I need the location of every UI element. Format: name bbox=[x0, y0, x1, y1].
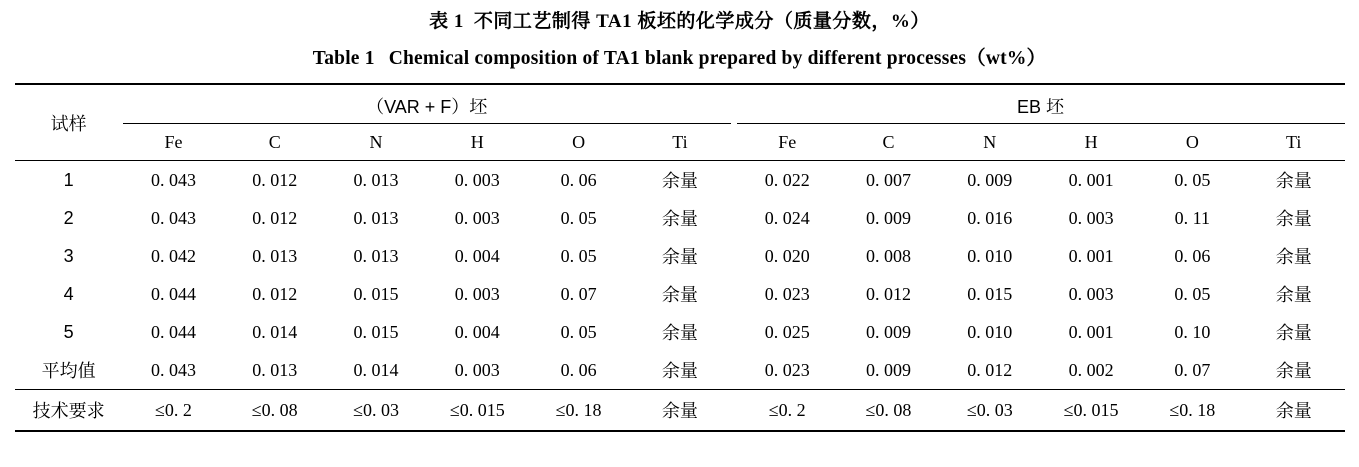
cell-var-fe: ≤0. 2 bbox=[123, 390, 224, 432]
cell-eb-n: 0. 010 bbox=[967, 245, 1013, 266]
table-row bbox=[15, 313, 1345, 351]
cell-var-o: 0. 05 bbox=[560, 207, 597, 228]
composition-table bbox=[15, 83, 1345, 432]
cell-eb-ti: 余量 bbox=[1275, 323, 1312, 343]
cell-eb-n: 0. 009 bbox=[939, 161, 1040, 200]
cell-eb-n: 0. 016 bbox=[967, 207, 1013, 228]
cell-var-h: 0. 003 bbox=[454, 207, 500, 228]
cell-eb-h: 0. 001 bbox=[1068, 321, 1114, 342]
cell-eb-fe: 0. 020 bbox=[764, 245, 810, 266]
cell-eb-c: 0. 009 bbox=[866, 321, 911, 342]
colhead-eb-fe: Fe bbox=[778, 131, 797, 152]
cell-var-n: 0. 013 bbox=[325, 161, 426, 200]
cell-eb-n: 0. 015 bbox=[967, 283, 1013, 304]
cell-var-n: 0. 013 bbox=[353, 207, 399, 228]
cell-eb-fe: ≤0. 2 bbox=[737, 390, 838, 432]
caption-text-en: Chemical composition of TA1 blank prepared by different processes（wt%） bbox=[388, 48, 1047, 69]
table-row-requirement bbox=[15, 390, 1345, 432]
group-header-eb: EB 坯 bbox=[737, 84, 1345, 124]
cell-var-n: 0. 014 bbox=[353, 359, 399, 380]
cell-eb-o: 0. 06 bbox=[1174, 245, 1211, 266]
cell-var-ti: 余量 bbox=[661, 209, 698, 229]
cell-var-o: 0. 05 bbox=[560, 245, 597, 266]
cell-var-fe: 0. 042 bbox=[150, 245, 196, 266]
row-sample: 4 bbox=[63, 283, 74, 304]
header-sample: 试样 bbox=[15, 84, 123, 161]
cell-var-fe: 0. 043 bbox=[150, 359, 196, 380]
cell-var-ti: 余量 bbox=[661, 247, 698, 267]
cell-eb-ti: 余量 bbox=[1243, 161, 1345, 200]
column-header-row bbox=[15, 124, 1345, 161]
cell-var-h: 0. 003 bbox=[427, 161, 528, 200]
caption-label-cn: 表 1 bbox=[429, 11, 464, 32]
cell-var-c: 0. 013 bbox=[252, 245, 298, 266]
cell-eb-h: 0. 003 bbox=[1068, 207, 1114, 228]
colhead-eb-n: N bbox=[983, 131, 997, 152]
cell-var-n: 0. 015 bbox=[353, 283, 399, 304]
colhead-var-c: C bbox=[268, 131, 281, 152]
cell-eb-n: 0. 012 bbox=[967, 359, 1013, 380]
cell-eb-h: 0. 002 bbox=[1068, 359, 1114, 380]
cell-eb-c: 0. 007 bbox=[838, 161, 939, 200]
cell-var-ti: 余量 bbox=[629, 161, 730, 200]
group-header-var: （VAR + F）坯 bbox=[123, 84, 731, 124]
table-row bbox=[15, 199, 1345, 237]
colhead-eb-o: O bbox=[1185, 131, 1199, 152]
cell-eb-h: 0. 001 bbox=[1068, 245, 1114, 266]
cell-var-n: ≤0. 03 bbox=[325, 390, 426, 432]
cell-var-ti: 余量 bbox=[661, 285, 698, 305]
caption-text-cn: 不同工艺制得 TA1 板坯的化学成分（质量分数，%） bbox=[473, 11, 930, 32]
cell-var-c: 0. 012 bbox=[252, 207, 298, 228]
table-rule-top bbox=[15, 84, 1345, 124]
table-row bbox=[15, 161, 1345, 200]
cell-var-n: 0. 015 bbox=[353, 321, 399, 342]
table-row bbox=[15, 275, 1345, 313]
table-row-average bbox=[15, 351, 1345, 390]
cell-eb-c: 0. 009 bbox=[866, 359, 911, 380]
table-row bbox=[15, 237, 1345, 275]
cell-eb-n: 0. 010 bbox=[967, 321, 1013, 342]
colhead-eb-ti: Ti bbox=[1286, 131, 1302, 152]
cell-eb-o: ≤0. 18 bbox=[1142, 390, 1243, 432]
colhead-var-o: O bbox=[572, 131, 586, 152]
cell-eb-ti: 余量 bbox=[1243, 390, 1345, 432]
cell-eb-h: ≤0. 015 bbox=[1040, 390, 1141, 432]
cell-eb-c: 0. 008 bbox=[866, 245, 911, 266]
table-caption-english bbox=[0, 42, 1359, 70]
cell-eb-fe: 0. 023 bbox=[764, 359, 810, 380]
cell-eb-c: 0. 012 bbox=[866, 283, 911, 304]
cell-var-h: 0. 003 bbox=[454, 359, 500, 380]
cell-eb-ti: 余量 bbox=[1275, 247, 1312, 267]
cell-var-ti: 余量 bbox=[661, 323, 698, 343]
colhead-var-ti: Ti bbox=[672, 131, 688, 152]
cell-var-o: 0. 06 bbox=[528, 161, 629, 200]
cell-eb-h: 0. 001 bbox=[1040, 161, 1141, 200]
cell-eb-fe: 0. 024 bbox=[764, 207, 810, 228]
cell-var-c: 0. 012 bbox=[252, 283, 298, 304]
cell-eb-o: 0. 10 bbox=[1174, 321, 1211, 342]
cell-var-fe: 0. 044 bbox=[150, 321, 196, 342]
cell-var-c: 0. 012 bbox=[224, 161, 325, 200]
cell-eb-ti: 余量 bbox=[1275, 361, 1312, 381]
cell-var-h: 0. 003 bbox=[454, 283, 500, 304]
cell-var-c: ≤0. 08 bbox=[224, 390, 325, 432]
cell-var-fe: 0. 044 bbox=[150, 283, 196, 304]
cell-var-ti: 余量 bbox=[629, 390, 730, 432]
cell-var-o: ≤0. 18 bbox=[528, 390, 629, 432]
cell-eb-ti: 余量 bbox=[1275, 209, 1312, 229]
cell-eb-fe: 0. 023 bbox=[764, 283, 810, 304]
row-sample: 5 bbox=[63, 321, 74, 342]
cell-eb-o: 0. 11 bbox=[1174, 207, 1211, 228]
cell-eb-o: 0. 05 bbox=[1142, 161, 1243, 200]
row-sample: 2 bbox=[63, 207, 74, 228]
cell-eb-o: 0. 07 bbox=[1174, 359, 1211, 380]
table-caption-chinese bbox=[0, 6, 1359, 33]
table-page bbox=[0, 6, 1359, 467]
cell-eb-h: 0. 003 bbox=[1068, 283, 1114, 304]
colhead-eb-c: C bbox=[882, 131, 895, 152]
caption-label-en: Table 1 bbox=[312, 48, 375, 69]
row-sample: 技术要求 bbox=[15, 390, 123, 432]
colhead-eb-h: H bbox=[1084, 131, 1098, 152]
cell-var-h: 0. 004 bbox=[454, 245, 500, 266]
cell-eb-c: ≤0. 08 bbox=[838, 390, 939, 432]
cell-var-o: 0. 05 bbox=[560, 321, 597, 342]
row-sample: 3 bbox=[63, 245, 74, 266]
cell-var-ti: 余量 bbox=[661, 361, 698, 381]
cell-var-o: 0. 07 bbox=[560, 283, 597, 304]
cell-var-n: 0. 013 bbox=[353, 245, 399, 266]
colhead-var-n: N bbox=[369, 131, 383, 152]
cell-var-fe: 0. 043 bbox=[150, 207, 196, 228]
colhead-var-h: H bbox=[470, 131, 484, 152]
row-sample: 平均值 bbox=[41, 361, 96, 381]
cell-var-c: 0. 014 bbox=[252, 321, 298, 342]
cell-var-c: 0. 013 bbox=[252, 359, 298, 380]
cell-eb-o: 0. 05 bbox=[1174, 283, 1211, 304]
colhead-var-fe: Fe bbox=[164, 131, 183, 152]
cell-var-fe: 0. 043 bbox=[123, 161, 224, 200]
cell-var-h: ≤0. 015 bbox=[427, 390, 528, 432]
row-sample: 1 bbox=[15, 161, 123, 200]
cell-eb-ti: 余量 bbox=[1275, 285, 1312, 305]
cell-eb-fe: 0. 025 bbox=[764, 321, 810, 342]
cell-var-h: 0. 004 bbox=[454, 321, 500, 342]
cell-eb-n: ≤0. 03 bbox=[939, 390, 1040, 432]
cell-eb-fe: 0. 022 bbox=[737, 161, 838, 200]
cell-var-o: 0. 06 bbox=[560, 359, 597, 380]
cell-eb-c: 0. 009 bbox=[866, 207, 911, 228]
